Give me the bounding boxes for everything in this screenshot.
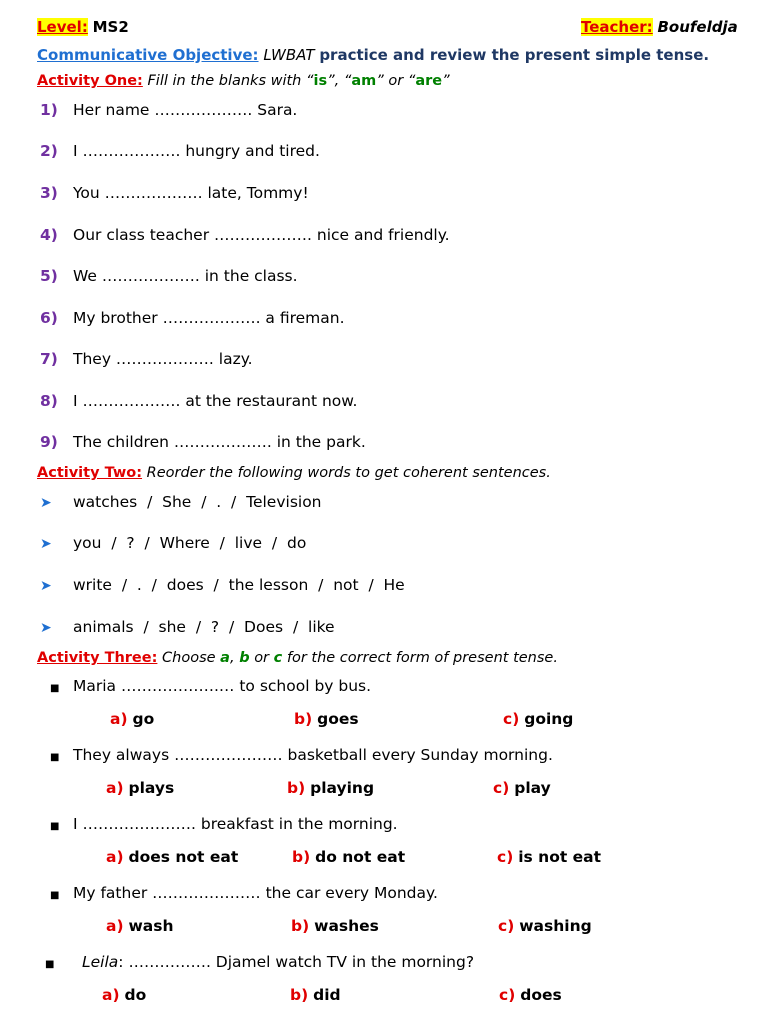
arrow-bullet-icon: ➤ xyxy=(40,620,52,636)
list-item: 7) They ………………. lazy. xyxy=(40,350,253,368)
option-b: b) goes xyxy=(294,710,359,728)
option-c: c) play xyxy=(493,779,551,797)
option-a: a) wash xyxy=(106,917,174,935)
question: ■ Maria ……………….… to school by bus. xyxy=(50,677,372,695)
activity-two-instruction: Reorder the following words to get coherent sentences. xyxy=(146,465,551,481)
list-item: 8) I ………………. at the restaurant now. xyxy=(40,392,358,410)
list-item: 4) Our class teacher ………………. nice and friendly. xyxy=(40,226,450,244)
objective-lwbat: LWBAT xyxy=(263,46,315,64)
list-item: 5) We ………………. in the class. xyxy=(40,267,298,285)
square-bullet-icon: ■ xyxy=(50,683,60,694)
list-item: ➤ write / . / does / the lesson / not / He xyxy=(40,576,405,594)
teacher-label: Teacher: xyxy=(581,18,653,36)
option-b: b) washes xyxy=(291,917,379,935)
arrow-bullet-icon: ➤ xyxy=(40,536,52,552)
option-c: c) does xyxy=(499,986,562,1004)
list-item: 1) Her name ………………. Sara. xyxy=(40,101,298,119)
activity-one-label: Activity One: xyxy=(37,73,143,89)
option-a: a) do xyxy=(102,986,147,1004)
list-item: ➤ watches / She / . / Television xyxy=(40,493,322,511)
teacher-name: Boufeldja xyxy=(657,18,738,36)
option-b: b) playing xyxy=(287,779,375,797)
objective-label: Communicative Objective: xyxy=(37,46,259,64)
square-bullet-icon: ■ xyxy=(45,959,55,970)
activity-one-instruction: Fill in the blanks with “is”, “am” or “are” xyxy=(147,73,450,89)
activity-three-heading xyxy=(37,650,558,666)
option-a: a) go xyxy=(110,710,155,728)
option-c: c) is not eat xyxy=(497,848,602,866)
option-c: c) washing xyxy=(498,917,592,935)
objective-line xyxy=(37,46,709,64)
list-item: 6) My brother ………………. a fireman. xyxy=(40,309,345,327)
activity-one-heading xyxy=(37,73,450,89)
list-item: 3) You ………………. late, Tommy! xyxy=(40,184,309,202)
level-label: Level: xyxy=(37,18,88,36)
option-c: c) going xyxy=(503,710,574,728)
option-b: b) do not eat xyxy=(292,848,406,866)
question: ■ Leila: ……………. Djamel watch TV in the morning? xyxy=(45,953,475,971)
square-bullet-icon: ■ xyxy=(50,890,60,901)
option-a: a) does not eat xyxy=(106,848,239,866)
activity-two-heading xyxy=(37,465,551,481)
list-item: ➤ animals / she / ? / Does / like xyxy=(40,618,335,636)
question: ■ They always ………………… basketball every Sunday morning. xyxy=(50,746,553,764)
list-item: 2) I ………………. hungry and tired. xyxy=(40,142,320,160)
level-value: MS2 xyxy=(92,18,129,36)
objective-text: practice and review the present simple tense. xyxy=(319,46,710,64)
arrow-bullet-icon: ➤ xyxy=(40,495,52,511)
question: ■ I …………………. breakfast in the morning. xyxy=(50,815,398,833)
activity-two-label: Activity Two: xyxy=(37,465,143,481)
option-a: a) plays xyxy=(106,779,175,797)
list-item: 9) The children ………………. in the park. xyxy=(40,433,366,451)
square-bullet-icon: ■ xyxy=(50,752,60,763)
square-bullet-icon: ■ xyxy=(50,821,60,832)
list-item: ➤ you / ? / Where / live / do xyxy=(40,534,307,552)
question: ■ My father ………………… the car every Monday. xyxy=(50,884,438,902)
option-b: b) did xyxy=(290,986,341,1004)
arrow-bullet-icon: ➤ xyxy=(40,578,52,594)
activity-three-instruction: Choose a, b or c for the correct form of present tense. xyxy=(162,650,558,666)
activity-three-label: Activity Three: xyxy=(37,650,158,666)
teacher-line xyxy=(581,18,738,36)
level-line xyxy=(37,18,129,36)
